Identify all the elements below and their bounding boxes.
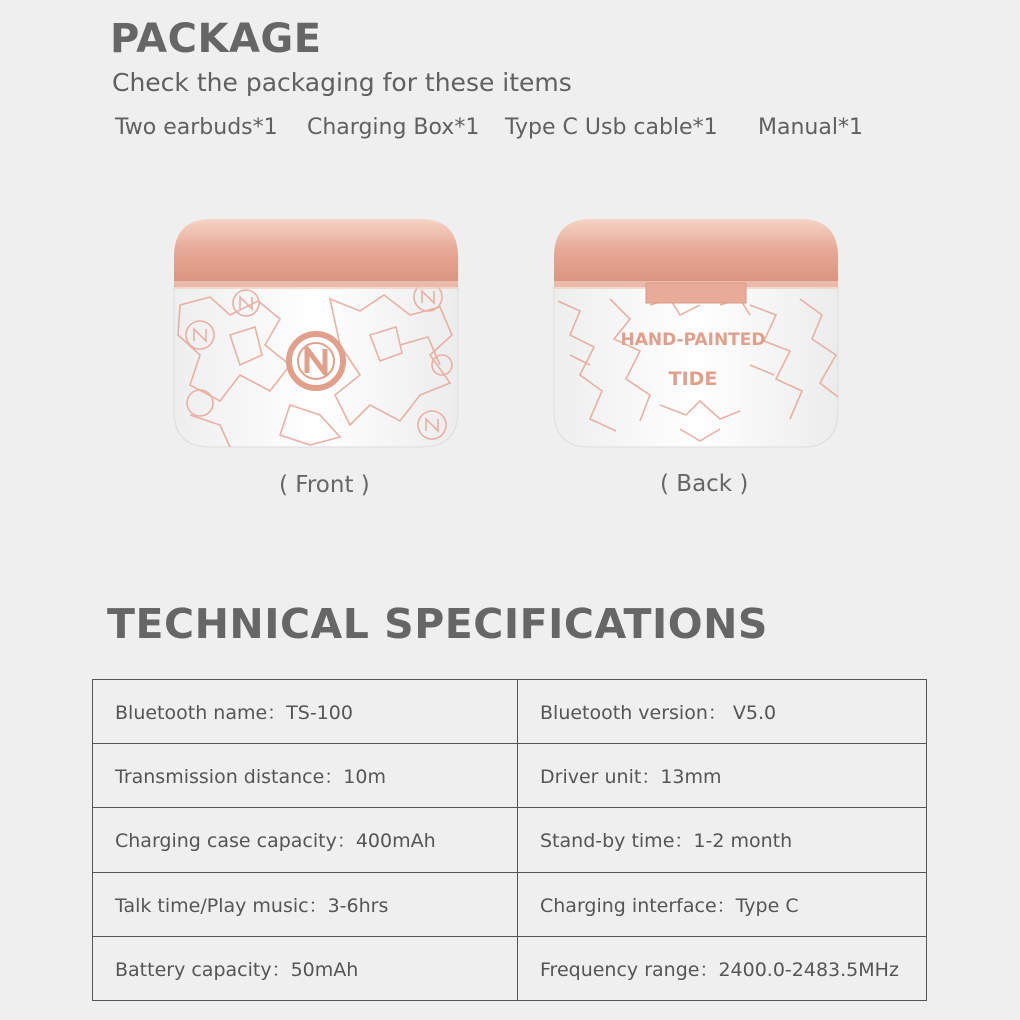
spec-cell: Transmission distance：10m [93,744,518,808]
hand-painted-label: HAND-PAINTED [620,330,766,350]
table-row [93,680,927,744]
tide-label: TIDE [668,368,718,390]
specs-table [92,679,927,1001]
package-items [0,115,1020,147]
package-item: Type C Usb cable*1 [505,115,718,140]
package-item: Two earbuds*1 [115,115,278,140]
spec-cell: Charging interface：Type C [518,872,927,936]
spec-cell: Stand-by time：1-2 month [518,808,927,872]
spec-cell: Charging case capacity：400mAh [93,808,518,872]
specs-title: TECHNICAL SPECIFICATIONS [107,600,768,648]
package-item: Charging Box*1 [307,115,480,140]
front-caption: ( Front ) [279,472,370,498]
package-title: PACKAGE [110,16,322,62]
back-caption: ( Back ) [660,471,749,497]
package-subtitle: Check the packaging for these items [112,68,572,97]
table-row [93,744,927,808]
spec-cell: Battery capacity：50mAh [93,936,518,1000]
table-row [93,808,927,872]
table-row [93,936,927,1000]
charging-case-back-image [550,215,842,451]
charging-case-front-image [170,215,462,451]
spec-cell: Bluetooth name：TS-100 [93,680,518,744]
spec-cell: Frequency range：2400.0-2483.5MHz [518,936,927,1000]
table-row [93,872,927,936]
package-item: Manual*1 [758,115,863,140]
spec-cell: Driver unit：13mm [518,744,927,808]
spec-cell: Talk time/Play music：3-6hrs [93,872,518,936]
spec-cell: Bluetooth version： V5.0 [518,680,927,744]
